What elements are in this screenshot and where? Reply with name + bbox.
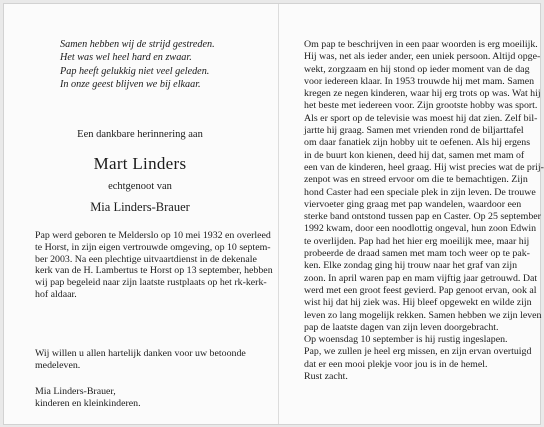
thanks-line: medeleven.	[35, 359, 81, 371]
text-line: zoon. In april waren pap en mam vijftig jaar getrouwd. Dat	[304, 272, 538, 284]
text-line: sterke band ontstond tussen pap en Caster. Op 25 september	[304, 211, 541, 223]
text-line: wist hij dat hij ziek was. Hij bleef opgewekt en wilde zijn	[304, 297, 532, 309]
intro-text: Een dankbare herinnering aan	[77, 129, 203, 140]
memorial-card	[3, 3, 544, 425]
text-line: Rust zacht.	[304, 371, 348, 383]
bio-line: ber 2003. Na een plechtige uitvaartdienst in de dekenale	[35, 253, 257, 265]
text-line: Op woensdag 10 september is hij rustig ingeslapen.	[304, 334, 508, 346]
thanks-line: Wij willen u allen hartelijk danken voor uw betoonde	[35, 348, 246, 359]
text-line: zenpot was en streed ervoor om die te bemachtigen. Zijn	[304, 174, 528, 186]
signoff	[35, 386, 271, 411]
text-line: ken. Elke zondag ging hij trouw naar het graf van zijn	[304, 260, 518, 272]
signoff-line: Mia Linders-Brauer,	[35, 386, 116, 397]
text-line: Pap, we zullen je heel erg missen, en zijn ervan overtuigd	[304, 346, 532, 358]
bio-line: te Horst, in zijn eigen vertrouwde omgeving, op 10 septem-	[35, 241, 271, 253]
text-line: dat er een mooi plekje voor jou is in de hemel.	[304, 358, 488, 370]
text-line: voor iedereen klaar. In 1953 trouwde hij met mam. Samen	[304, 75, 535, 87]
bio-line: hof aldaar.	[35, 288, 77, 300]
right-panel-text	[304, 39, 544, 383]
thanks-text	[35, 348, 271, 372]
bio-line: Pap werd geboren te Meldersl​o op 10 mei 1932 en overleed	[35, 230, 271, 241]
text-line: een van de kinderen, heel graag. Hij wist precies wat de prij-	[304, 161, 544, 173]
poem-line: Pap heeft gelukkig niet veel geleden.	[60, 65, 210, 77]
text-line: om daar fanatiek zijn hobby uit te oefenen. Als hij ergens	[304, 137, 531, 149]
text-line: kregen ze negen kinderen, waar hij erg trots op was. Wat hij	[304, 88, 541, 100]
text-line: Hij was, net als ieder ander, een uniek persoon. Altijd opge-	[304, 51, 541, 63]
poem-line: Samen hebben wij de strijd gestreden.	[60, 39, 215, 50]
spouse-label: echtgenoot van	[108, 181, 172, 192]
text-line: wekt, zorgzaam en hij stond op ieder moment van de dag	[304, 63, 530, 75]
text-line: het beste met iedereen voor. Zijn grootste hobby was sport.	[304, 100, 538, 112]
poem-line: Het was wel heel hard en zwaar.	[60, 52, 192, 64]
bio-line: kerk van de H. Lambertus te Horst op 13 september, hebben	[35, 265, 273, 277]
poem	[60, 38, 265, 91]
text-line: hond Caster had een speciale plek in zijn leven. De trouwe	[304, 186, 536, 198]
text-line: Om pap te beschrijven in een paar woorden is erg moeilijk.	[304, 39, 538, 50]
text-line: viervoeter ging graag met pap wandelen, waardoor een	[304, 198, 522, 210]
text-line: te overlijden. Pap had het hier erg moeilijk mee, maar hij	[304, 235, 530, 247]
text-line: in de buurt kon kienen, deed hij dat, samen met mam of	[304, 149, 525, 161]
text-line: 1992 kwam, door een noodlottig ongeval, hun zoon Edwin	[304, 223, 537, 235]
text-line: pap de laatste dagen van zijn leven doorgebracht.	[304, 321, 499, 333]
bio-line: wij pap begeleid naar zijn laatste rustplaats op het rk-kerk-	[35, 277, 267, 289]
text-line: werd met een groot feest gevierd. Pap genoot ervan, ook al	[304, 284, 537, 296]
text-line: jartte hij graag. Samen met vrienden rond de biljarttafel	[304, 125, 524, 137]
poem-line: In onze geest blijven we bij elkaar.	[60, 78, 201, 90]
left-panel	[4, 4, 276, 424]
text-line: probeerde de draad samen met mam toch weer op te pak-	[304, 248, 530, 260]
spouse-name: Mia Linders-Brauer	[90, 200, 190, 214]
biography	[35, 230, 274, 301]
text-line: leven zo lang mogelijk rekken. Samen hebben we zijn leven	[304, 309, 542, 321]
signoff-line: kinderen en kleinkinderen.	[35, 398, 141, 410]
text-line: Als er sport op de televisie was moest hij dat zien. Zelf bil-	[304, 112, 538, 124]
card-fold-line	[278, 4, 279, 424]
deceased-name: Mart Linders	[93, 154, 187, 173]
